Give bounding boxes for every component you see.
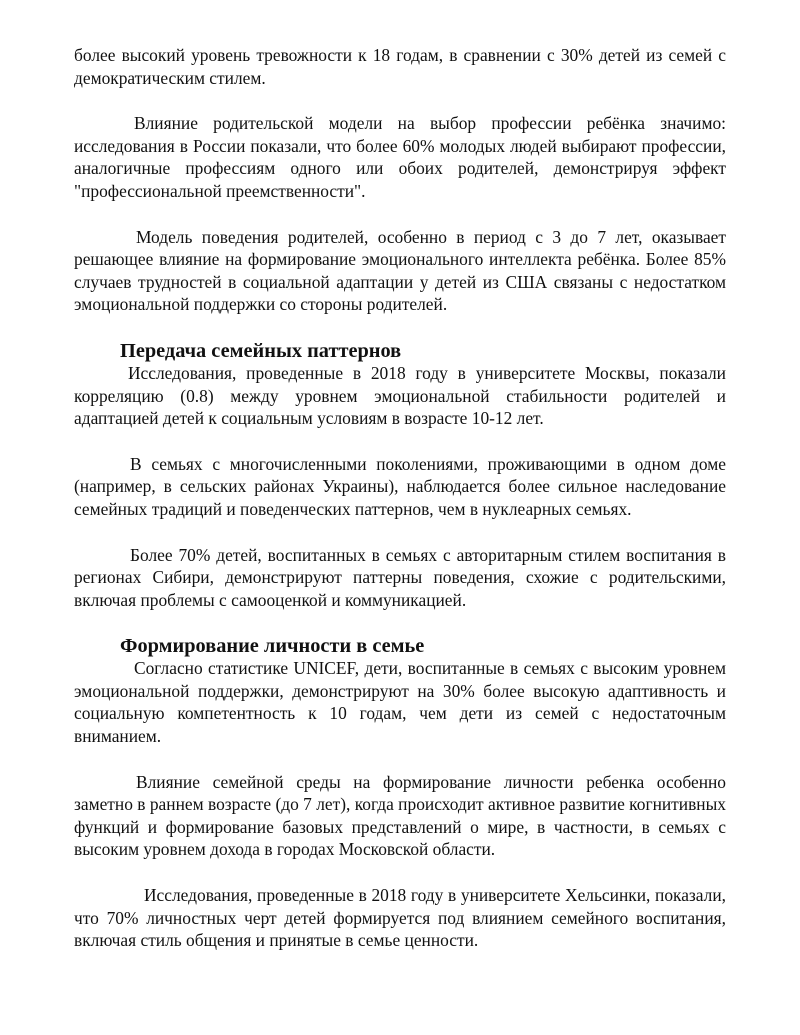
heading-family-patterns: Передача семейных паттернов bbox=[120, 339, 402, 362]
paragraph-family-environment: Влияние семейной среды на формирование личности ребенка особенно заметно в раннем возрасте (до 7 лет), когда происходит активное развитие когнитивных функций и формирование базовых представлений о мире, в частности, в семьях с высоким уровнем дохода в городах Московской области. bbox=[74, 771, 726, 860]
paragraph-moscow-research: Исследования, проведенные в 2018 году в университете Москвы, показали корреляцию (0.8) между уровнем эмоциональной стабильности родителей и адаптацией детей к социальным условиям в возрасте 10-12 лет. bbox=[74, 362, 726, 429]
heading-personality-formation: Формирование личности в семье bbox=[120, 635, 425, 658]
paragraph-anxiety-continuation: более высокий уровень тревожности к 18 годам, в сравнении с 30% детей из семей с демократическим стилем. bbox=[74, 45, 726, 88]
paragraph-profession-choice: Влияние родительской модели на выбор профессии ребёнка значимо: исследования в России показали, что более 60% молодых людей выбирают профессии, аналогичные профессиям одного или обоих родителей, демонстрируя эффект "профессиональной преемственности". bbox=[74, 113, 726, 201]
paragraph-helsinki-research: Исследования, проведенные в 2018 году в университете Хельсинки, показали, что 70% личностных черт детей формируется под влиянием семейного воспитания, включая стиль общения и принятые в семье ценности. bbox=[74, 885, 726, 951]
paragraph-multigenerational: В семьях с многочисленными поколениями, проживающими в одном доме (например, в сельских районах Украины), наблюдается более сильное наследование семейных традиций и поведенческих паттернов, чем в нуклеарных семьях. bbox=[74, 453, 726, 519]
document-page bbox=[74, 44, 726, 952]
paragraph-unicef: Согласно статистике UNICEF, дети, воспитанные в семьях с высоким уровнем эмоциональной поддержки, демонстрируют на 30% более высокую адаптивность и социальную компетентность к 10 годам, чем дети из семей с недостаточным вниманием. bbox=[74, 658, 726, 747]
paragraph-authoritarian-siberia: Более 70% детей, воспитанных в семьях с авторитарным стилем воспитания в регионах Сибири, демонстрируют паттерны поведения, схожие с родительскими, включая проблемы с самооценкой и коммуникацией. bbox=[74, 544, 726, 610]
paragraph-emotional-intelligence: Модель поведения родителей, особенно в период с 3 до 7 лет, оказывает решающее влияние на формирование эмоционального интеллекта ребёнка. Более 85% случаев трудностей в социальной адаптации у детей из США связаны с недостатком эмоциональной поддержки со стороны родителей. bbox=[74, 226, 726, 315]
